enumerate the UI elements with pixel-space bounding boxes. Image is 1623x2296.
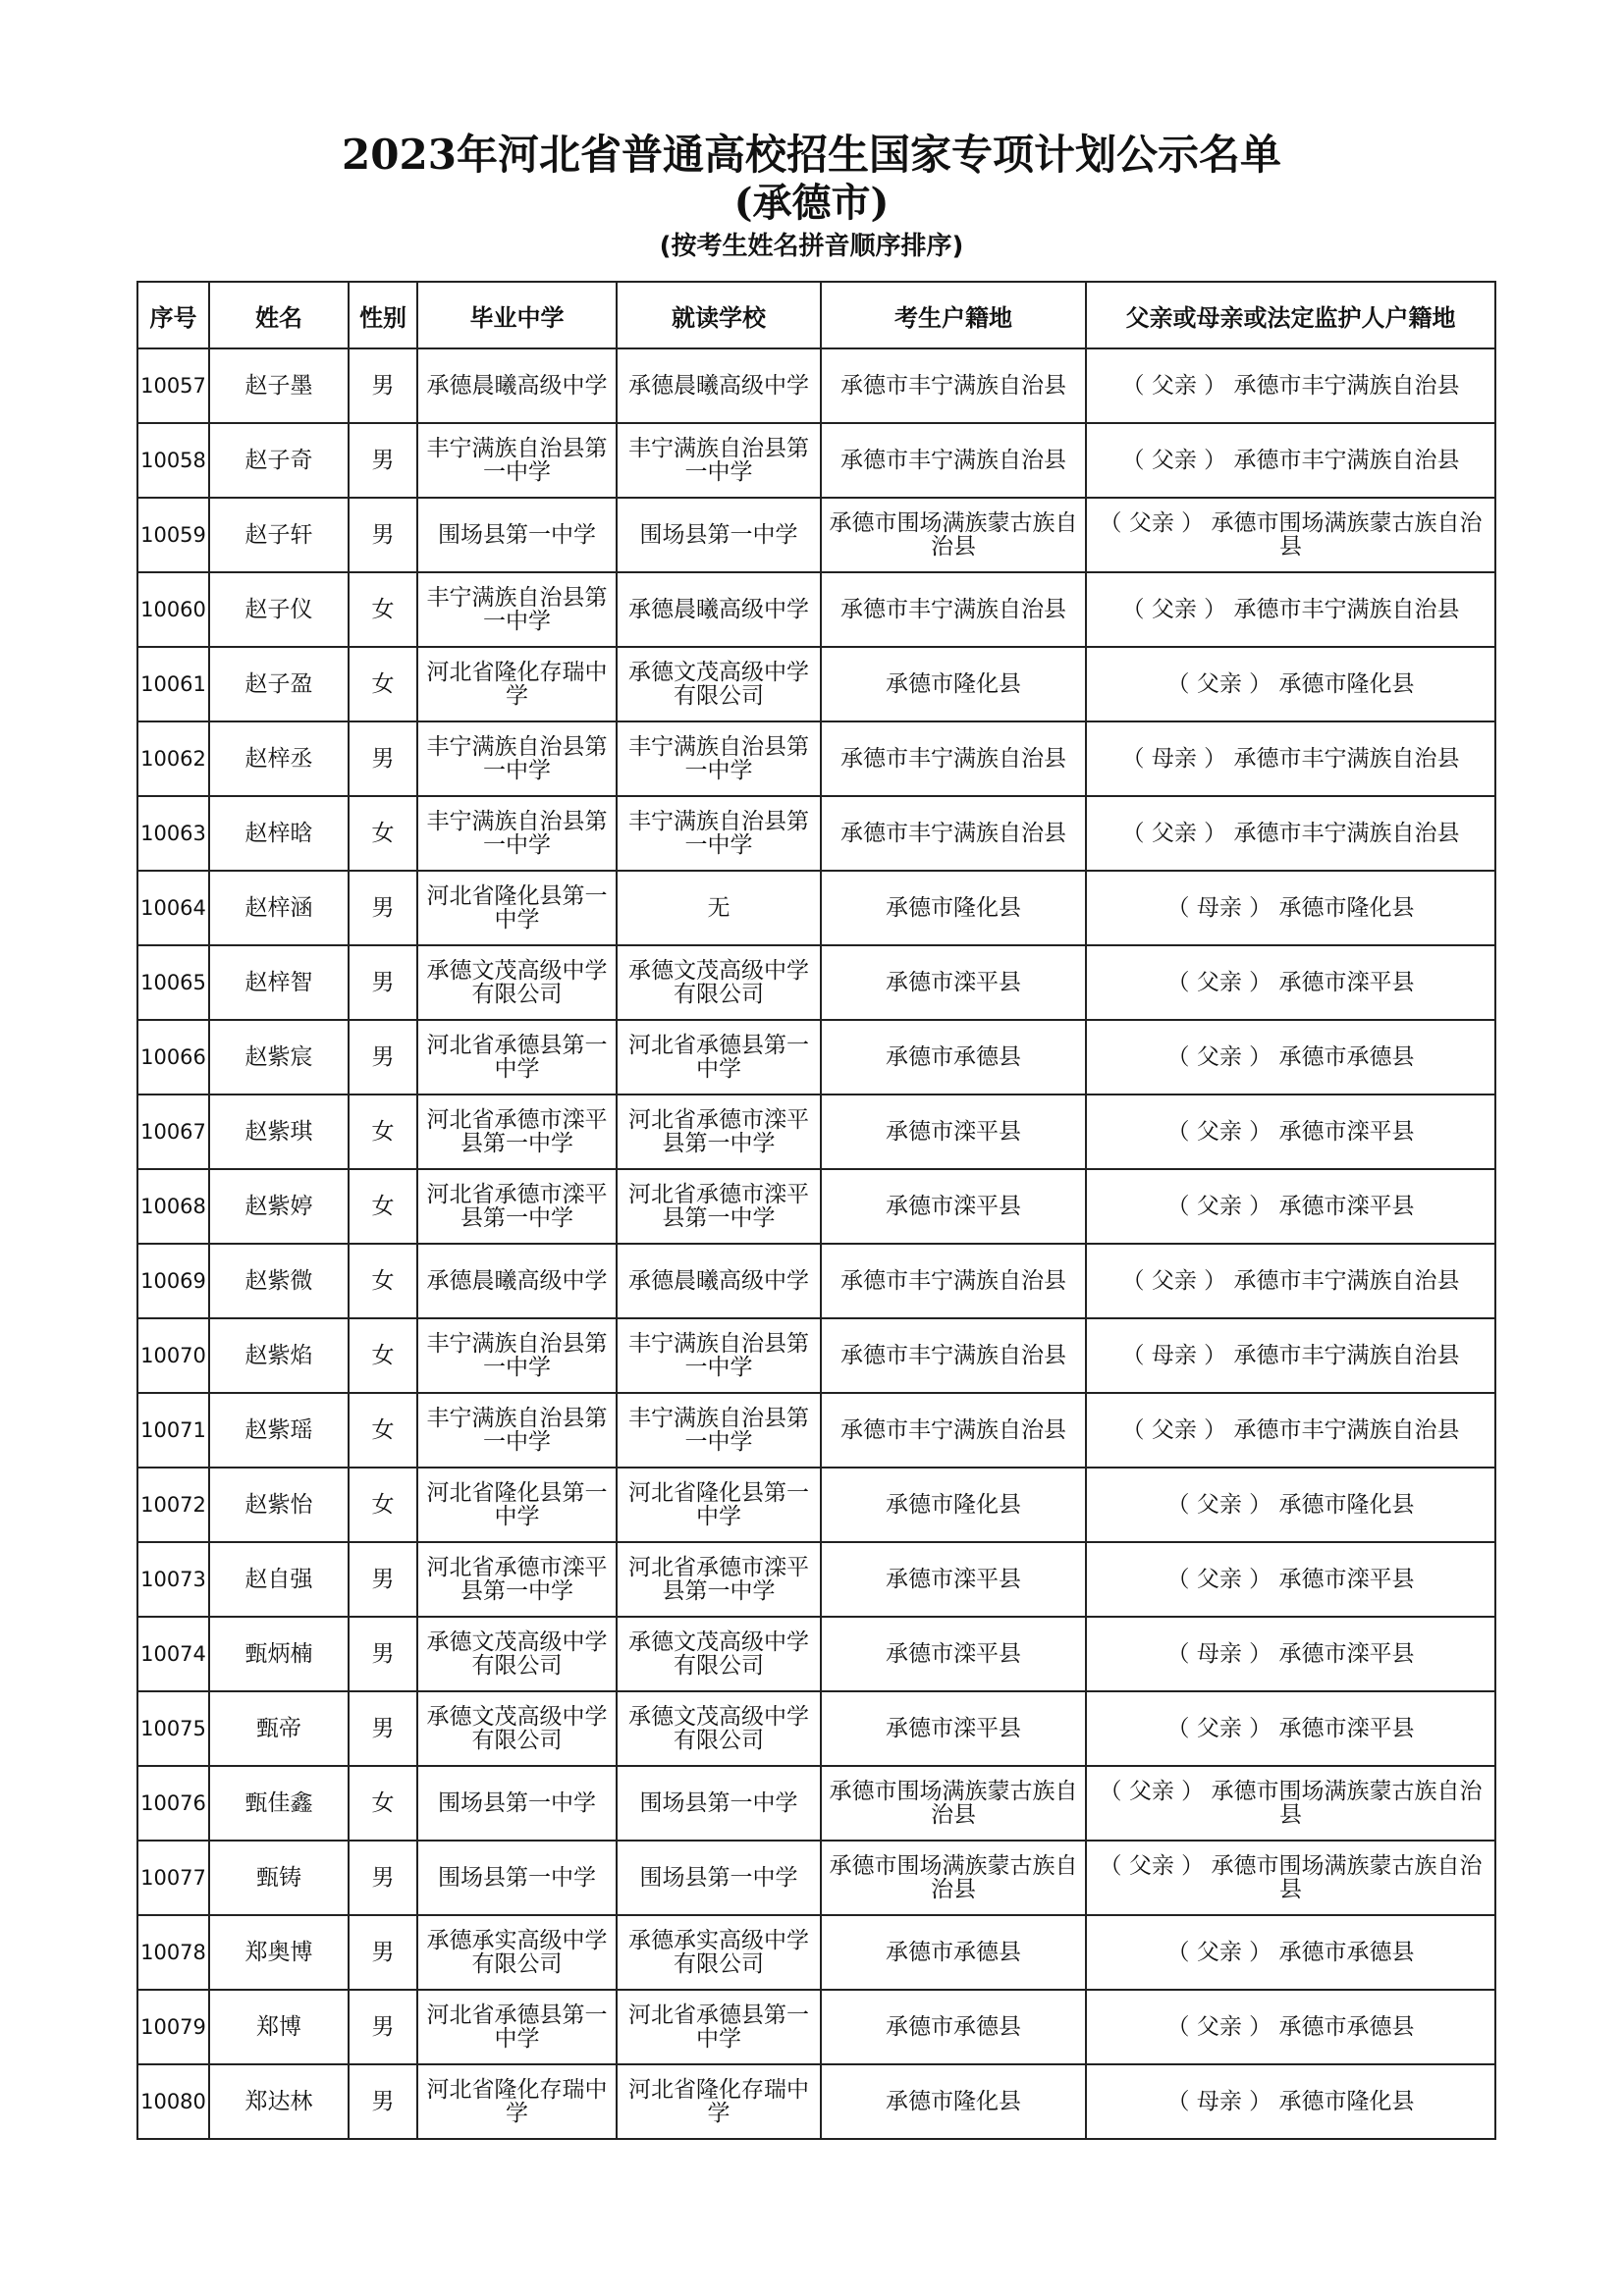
cell-guardian-residence: （ 父亲 ） 承德市丰宁满族自治县 — [1086, 1393, 1495, 1468]
cell-gender: 男 — [349, 945, 417, 1020]
cell-seq: 10061 — [137, 647, 209, 721]
header-guardian-residence: 父亲或母亲或法定监护人户籍地 — [1086, 282, 1495, 348]
table-row — [137, 1169, 1495, 1244]
cell-seq: 10071 — [137, 1393, 209, 1468]
header-seq: 序号 — [137, 282, 209, 348]
document-subtitle: (承德市) — [733, 180, 890, 226]
cell-grad-school: 丰宁满族自治县第一中学 — [417, 796, 617, 871]
cell-name: 甄佳鑫 — [209, 1766, 349, 1841]
table-row — [137, 348, 1495, 423]
cell-grad-school: 河北省承德市滦平县第一中学 — [417, 1169, 617, 1244]
cell-current-school: 河北省隆化县第一中学 — [617, 1468, 821, 1542]
cell-gender: 男 — [349, 1020, 417, 1095]
cell-name: 赵自强 — [209, 1542, 349, 1617]
table-row — [137, 1244, 1495, 1318]
cell-current-school: 河北省隆化存瑞中学 — [617, 2064, 821, 2139]
cell-residence: 承德市滦平县 — [821, 945, 1086, 1020]
cell-name: 赵紫微 — [209, 1244, 349, 1318]
cell-gender: 女 — [349, 1468, 417, 1542]
cell-seq: 10072 — [137, 1468, 209, 1542]
header-name: 姓名 — [209, 282, 349, 348]
cell-name: 赵梓晗 — [209, 796, 349, 871]
cell-name: 赵紫婷 — [209, 1169, 349, 1244]
cell-name: 赵子盈 — [209, 647, 349, 721]
cell-guardian-residence: （ 父亲 ） 承德市隆化县 — [1086, 647, 1495, 721]
cell-guardian-residence: （ 父亲 ） 承德市丰宁满族自治县 — [1086, 423, 1495, 498]
cell-seq: 10077 — [137, 1841, 209, 1915]
cell-guardian-residence: （ 父亲 ） 承德市滦平县 — [1086, 1169, 1495, 1244]
table-row — [137, 423, 1495, 498]
cell-current-school: 围场县第一中学 — [617, 498, 821, 572]
cell-seq: 10073 — [137, 1542, 209, 1617]
cell-name: 赵梓丞 — [209, 721, 349, 796]
table-row — [137, 1095, 1495, 1169]
header-grad-school: 毕业中学 — [417, 282, 617, 348]
cell-residence: 承德市隆化县 — [821, 647, 1086, 721]
cell-gender: 男 — [349, 1691, 417, 1766]
cell-name: 甄帝 — [209, 1691, 349, 1766]
cell-residence: 承德市围场满族蒙古族自治县 — [821, 1841, 1086, 1915]
cell-current-school: 河北省承德市滦平县第一中学 — [617, 1542, 821, 1617]
cell-guardian-residence: （ 父亲 ） 承德市围场满族蒙古族自治县 — [1086, 498, 1495, 572]
cell-seq: 10063 — [137, 796, 209, 871]
cell-seq: 10067 — [137, 1095, 209, 1169]
cell-residence: 承德市滦平县 — [821, 1542, 1086, 1617]
cell-name: 甄炳楠 — [209, 1617, 349, 1691]
cell-gender: 男 — [349, 871, 417, 945]
table-row — [137, 1020, 1495, 1095]
cell-grad-school: 河北省隆化存瑞中学 — [417, 647, 617, 721]
cell-name: 赵梓涵 — [209, 871, 349, 945]
cell-grad-school: 围场县第一中学 — [417, 498, 617, 572]
table-row — [137, 945, 1495, 1020]
cell-name: 赵子奇 — [209, 423, 349, 498]
table-row — [137, 871, 1495, 945]
table-row — [137, 1766, 1495, 1841]
cell-residence: 承德市隆化县 — [821, 2064, 1086, 2139]
cell-name: 郑奥博 — [209, 1915, 349, 1990]
cell-grad-school: 围场县第一中学 — [417, 1841, 617, 1915]
cell-current-school: 承德文茂高级中学有限公司 — [617, 1617, 821, 1691]
cell-gender: 男 — [349, 348, 417, 423]
cell-current-school: 承德文茂高级中学有限公司 — [617, 945, 821, 1020]
table-row — [137, 721, 1495, 796]
cell-seq: 10065 — [137, 945, 209, 1020]
cell-guardian-residence: （ 父亲 ） 承德市滦平县 — [1086, 1691, 1495, 1766]
cell-grad-school: 丰宁满族自治县第一中学 — [417, 1393, 617, 1468]
cell-current-school: 丰宁满族自治县第一中学 — [617, 721, 821, 796]
cell-residence: 承德市承德县 — [821, 1020, 1086, 1095]
cell-seq: 10066 — [137, 1020, 209, 1095]
admission-list-table — [136, 281, 1496, 2140]
cell-grad-school: 承德文茂高级中学有限公司 — [417, 945, 617, 1020]
cell-gender: 女 — [349, 1095, 417, 1169]
cell-current-school: 河北省承德市滦平县第一中学 — [617, 1095, 821, 1169]
cell-guardian-residence: （ 父亲 ） 承德市丰宁满族自治县 — [1086, 796, 1495, 871]
header-gender: 性别 — [349, 282, 417, 348]
cell-name: 赵紫怡 — [209, 1468, 349, 1542]
table-row — [137, 1468, 1495, 1542]
header-residence: 考生户籍地 — [821, 282, 1086, 348]
cell-guardian-residence: （ 母亲 ） 承德市丰宁满族自治县 — [1086, 721, 1495, 796]
cell-current-school: 丰宁满族自治县第一中学 — [617, 423, 821, 498]
cell-seq: 10074 — [137, 1617, 209, 1691]
cell-guardian-residence: （ 父亲 ） 承德市滦平县 — [1086, 1095, 1495, 1169]
cell-name: 赵子仪 — [209, 572, 349, 647]
cell-current-school: 围场县第一中学 — [617, 1766, 821, 1841]
cell-guardian-residence: （ 父亲 ） 承德市围场满族蒙古族自治县 — [1086, 1841, 1495, 1915]
cell-gender: 女 — [349, 796, 417, 871]
cell-gender: 男 — [349, 423, 417, 498]
cell-grad-school: 承德文茂高级中学有限公司 — [417, 1617, 617, 1691]
cell-grad-school: 承德晨曦高级中学 — [417, 348, 617, 423]
cell-current-school: 围场县第一中学 — [617, 1841, 821, 1915]
cell-seq: 10078 — [137, 1915, 209, 1990]
cell-residence: 承德市丰宁满族自治县 — [821, 572, 1086, 647]
cell-grad-school: 丰宁满族自治县第一中学 — [417, 572, 617, 647]
table-body — [137, 348, 1495, 2139]
cell-gender: 男 — [349, 498, 417, 572]
table-header-row — [137, 282, 1495, 348]
cell-grad-school: 丰宁满族自治县第一中学 — [417, 1318, 617, 1393]
cell-guardian-residence: （ 母亲 ） 承德市丰宁满族自治县 — [1086, 1318, 1495, 1393]
cell-guardian-residence: （ 父亲 ） 承德市隆化县 — [1086, 1468, 1495, 1542]
cell-grad-school: 河北省隆化存瑞中学 — [417, 2064, 617, 2139]
cell-grad-school: 承德承实高级中学有限公司 — [417, 1915, 617, 1990]
cell-seq: 10075 — [137, 1691, 209, 1766]
cell-seq: 10080 — [137, 2064, 209, 2139]
cell-guardian-residence: （ 父亲 ） 承德市承德县 — [1086, 1020, 1495, 1095]
cell-seq: 10079 — [137, 1990, 209, 2064]
cell-guardian-residence: （ 父亲 ） 承德市丰宁满族自治县 — [1086, 1244, 1495, 1318]
cell-residence: 承德市隆化县 — [821, 1468, 1086, 1542]
cell-residence: 承德市围场满族蒙古族自治县 — [821, 498, 1086, 572]
cell-name: 赵紫琪 — [209, 1095, 349, 1169]
cell-current-school: 承德文茂高级中学有限公司 — [617, 1691, 821, 1766]
cell-current-school: 承德晨曦高级中学 — [617, 1244, 821, 1318]
cell-seq: 10060 — [137, 572, 209, 647]
cell-guardian-residence: （ 母亲 ） 承德市隆化县 — [1086, 2064, 1495, 2139]
cell-grad-school: 河北省承德县第一中学 — [417, 1990, 617, 2064]
cell-residence: 承德市承德县 — [821, 1915, 1086, 1990]
cell-gender: 男 — [349, 1617, 417, 1691]
cell-seq: 10062 — [137, 721, 209, 796]
cell-seq: 10076 — [137, 1766, 209, 1841]
cell-current-school: 河北省承德县第一中学 — [617, 1990, 821, 2064]
cell-gender: 男 — [349, 1841, 417, 1915]
table-row — [137, 647, 1495, 721]
cell-current-school: 丰宁满族自治县第一中学 — [617, 796, 821, 871]
cell-name: 郑达林 — [209, 2064, 349, 2139]
cell-guardian-residence: （ 父亲 ） 承德市承德县 — [1086, 1990, 1495, 2064]
cell-grad-school: 围场县第一中学 — [417, 1766, 617, 1841]
cell-current-school: 承德承实高级中学有限公司 — [617, 1915, 821, 1990]
cell-current-school: 承德晨曦高级中学 — [617, 572, 821, 647]
cell-name: 赵紫焰 — [209, 1318, 349, 1393]
cell-residence: 承德市丰宁满族自治县 — [821, 796, 1086, 871]
cell-residence: 承德市滦平县 — [821, 1617, 1086, 1691]
header-current-school: 就读学校 — [617, 282, 821, 348]
cell-seq: 10059 — [137, 498, 209, 572]
cell-gender: 男 — [349, 721, 417, 796]
sort-note: (按考生姓名拼音顺序排序) — [659, 232, 964, 261]
cell-grad-school: 河北省承德市滦平县第一中学 — [417, 1095, 617, 1169]
cell-seq: 10057 — [137, 348, 209, 423]
cell-guardian-residence: （ 父亲 ） 承德市围场满族蒙古族自治县 — [1086, 1766, 1495, 1841]
cell-name: 赵子轩 — [209, 498, 349, 572]
cell-gender: 女 — [349, 1318, 417, 1393]
cell-gender: 女 — [349, 1244, 417, 1318]
cell-current-school: 丰宁满族自治县第一中学 — [617, 1318, 821, 1393]
cell-residence: 承德市丰宁满族自治县 — [821, 1244, 1086, 1318]
cell-grad-school: 河北省隆化县第一中学 — [417, 1468, 617, 1542]
cell-gender: 男 — [349, 2064, 417, 2139]
cell-residence: 承德市隆化县 — [821, 871, 1086, 945]
table-row — [137, 796, 1495, 871]
cell-gender: 女 — [349, 1169, 417, 1244]
cell-name: 赵紫宸 — [209, 1020, 349, 1095]
cell-gender: 女 — [349, 1393, 417, 1468]
cell-residence: 承德市丰宁满族自治县 — [821, 1393, 1086, 1468]
cell-current-school: 无 — [617, 871, 821, 945]
cell-current-school: 河北省承德县第一中学 — [617, 1020, 821, 1095]
cell-current-school: 承德文茂高级中学有限公司 — [617, 647, 821, 721]
table-row — [137, 1990, 1495, 2064]
table-row — [137, 498, 1495, 572]
cell-gender: 女 — [349, 572, 417, 647]
cell-guardian-residence: （ 母亲 ） 承德市滦平县 — [1086, 1617, 1495, 1691]
cell-guardian-residence: （ 父亲 ） 承德市滦平县 — [1086, 945, 1495, 1020]
cell-name: 赵紫瑶 — [209, 1393, 349, 1468]
cell-seq: 10064 — [137, 871, 209, 945]
cell-name: 郑博 — [209, 1990, 349, 2064]
cell-guardian-residence: （ 父亲 ） 承德市承德县 — [1086, 1915, 1495, 1990]
cell-name: 赵梓智 — [209, 945, 349, 1020]
cell-gender: 男 — [349, 1990, 417, 2064]
cell-residence: 承德市丰宁满族自治县 — [821, 423, 1086, 498]
document-title: 2023年河北省普通高校招生国家专项计划公示名单 — [342, 131, 1281, 179]
cell-residence: 承德市滦平县 — [821, 1169, 1086, 1244]
table-row — [137, 1841, 1495, 1915]
cell-grad-school: 河北省承德市滦平县第一中学 — [417, 1542, 617, 1617]
cell-grad-school: 承德文茂高级中学有限公司 — [417, 1691, 617, 1766]
cell-guardian-residence: （ 父亲 ） 承德市丰宁满族自治县 — [1086, 348, 1495, 423]
cell-seq: 10068 — [137, 1169, 209, 1244]
cell-grad-school: 河北省承德县第一中学 — [417, 1020, 617, 1095]
cell-seq: 10069 — [137, 1244, 209, 1318]
table-row — [137, 1617, 1495, 1691]
table-row — [137, 1318, 1495, 1393]
cell-name: 甄铸 — [209, 1841, 349, 1915]
cell-residence: 承德市滦平县 — [821, 1691, 1086, 1766]
cell-grad-school: 丰宁满族自治县第一中学 — [417, 423, 617, 498]
cell-residence: 承德市滦平县 — [821, 1095, 1086, 1169]
table-row — [137, 1915, 1495, 1990]
cell-grad-school: 承德晨曦高级中学 — [417, 1244, 617, 1318]
cell-residence: 承德市围场满族蒙古族自治县 — [821, 1766, 1086, 1841]
cell-grad-school: 河北省隆化县第一中学 — [417, 871, 617, 945]
cell-residence: 承德市丰宁满族自治县 — [821, 1318, 1086, 1393]
cell-seq: 10058 — [137, 423, 209, 498]
cell-residence: 承德市承德县 — [821, 1990, 1086, 2064]
cell-grad-school: 丰宁满族自治县第一中学 — [417, 721, 617, 796]
cell-residence: 承德市丰宁满族自治县 — [821, 348, 1086, 423]
table-row — [137, 2064, 1495, 2139]
cell-gender: 男 — [349, 1542, 417, 1617]
table-row — [137, 1691, 1495, 1766]
cell-name: 赵子墨 — [209, 348, 349, 423]
table-row — [137, 1542, 1495, 1617]
cell-gender: 女 — [349, 647, 417, 721]
cell-residence: 承德市丰宁满族自治县 — [821, 721, 1086, 796]
cell-current-school: 承德晨曦高级中学 — [617, 348, 821, 423]
cell-gender: 女 — [349, 1766, 417, 1841]
cell-guardian-residence: （ 父亲 ） 承德市丰宁满族自治县 — [1086, 572, 1495, 647]
cell-guardian-residence: （ 父亲 ） 承德市滦平县 — [1086, 1542, 1495, 1617]
cell-guardian-residence: （ 母亲 ） 承德市隆化县 — [1086, 871, 1495, 945]
cell-seq: 10070 — [137, 1318, 209, 1393]
table-row — [137, 1393, 1495, 1468]
cell-current-school: 河北省承德市滦平县第一中学 — [617, 1169, 821, 1244]
cell-current-school: 丰宁满族自治县第一中学 — [617, 1393, 821, 1468]
cell-gender: 男 — [349, 1915, 417, 1990]
table-row — [137, 572, 1495, 647]
